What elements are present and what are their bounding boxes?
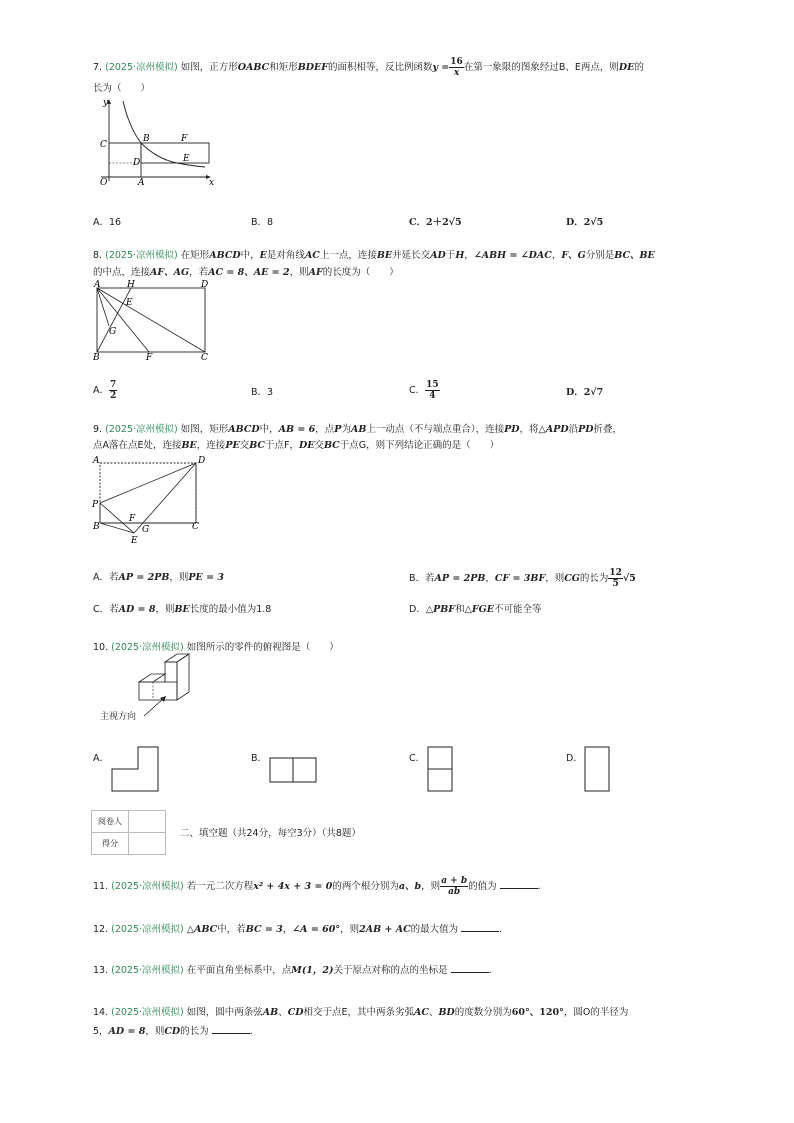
- q12-answer-blank[interactable]: [461, 922, 499, 932]
- q12-math: 2AB + AC: [359, 924, 411, 935]
- q11-frac-num: a + b: [441, 876, 468, 886]
- q9-math: PE = 3: [188, 572, 224, 583]
- q8-text: 的中点，连接: [93, 267, 151, 278]
- q14-text: 的长为: [180, 1026, 209, 1037]
- q11-text: 若一元二次方程: [186, 881, 254, 892]
- q11-text: 的两个根分别为: [332, 881, 399, 892]
- q9-text: 中，: [259, 424, 279, 435]
- q9-label-A: A: [93, 456, 100, 466]
- q8-label-D: D: [201, 280, 209, 290]
- q14-stem-line2: [93, 1024, 259, 1039]
- q14-text: ，则: [145, 1026, 165, 1037]
- q9-text: ，则: [169, 572, 189, 583]
- q9-label-P: P: [92, 500, 99, 510]
- q7-math: y =: [432, 62, 450, 73]
- q11-math: a、b: [398, 881, 422, 892]
- q9-text: 不可能全等: [493, 604, 542, 615]
- q7-option-d[interactable]: D．2√5: [566, 217, 604, 228]
- q8-text: ，若: [189, 267, 209, 278]
- q8-frac-num: 15: [426, 380, 439, 390]
- q9-math: AD = 8: [118, 604, 156, 615]
- grader-cell[interactable]: [129, 811, 166, 833]
- q9-stem-line1: [93, 423, 622, 437]
- q8-frac-den: 2: [110, 391, 117, 401]
- q7-stem-line1: [93, 57, 644, 78]
- q13-text: 在平面直角坐标系中，点: [186, 965, 292, 976]
- q8-text: 在矩形: [180, 250, 210, 261]
- q9-text: 长度的最小值为1.8: [189, 604, 272, 615]
- q13-text: ．: [488, 965, 499, 976]
- q14-math: 60°、120°: [511, 1007, 564, 1018]
- q7-text: 如图，正方形: [180, 62, 238, 73]
- q9-text: B．若: [409, 573, 435, 584]
- q9-label-D: D: [198, 456, 206, 466]
- q9-math: AB: [350, 424, 367, 435]
- q13-stem: [93, 963, 498, 978]
- q8-label-F: F: [146, 353, 153, 362]
- q7-source: (2025·凉州模拟): [105, 62, 178, 73]
- q14-source: (2025·凉州模拟): [111, 1007, 184, 1018]
- q10-option-b-shape[interactable]: [268, 756, 320, 786]
- q9-number: 9.: [93, 424, 103, 435]
- q7-text: 在第一象限的图象经过B、E两点，则: [463, 62, 619, 73]
- q13-math: M(1，2): [291, 965, 334, 976]
- q14-math: CD: [164, 1026, 181, 1037]
- q8-text: 是对角线: [266, 250, 305, 261]
- q11-answer-blank[interactable]: [500, 879, 538, 889]
- q9-math: △FGE: [464, 604, 494, 615]
- q14-text: 5，: [93, 1026, 109, 1037]
- q9-text: ，连接: [196, 440, 226, 451]
- q7-frac-num: 16: [450, 57, 463, 67]
- q9-math: BC: [323, 440, 340, 451]
- q9-text: 如图，矩形: [180, 424, 229, 435]
- q9-text: 于点G，则下列结论正确的是（ ）: [339, 440, 500, 451]
- q9-math: ABCD: [228, 424, 260, 435]
- q9-option-a[interactable]: [93, 570, 224, 586]
- q11-source: (2025·凉州模拟): [111, 881, 184, 892]
- q10-text: 如图所示的零件的俯视图是（ ）: [186, 642, 339, 653]
- q8-text: 于: [445, 250, 456, 261]
- q9-math: CF = 3BF: [494, 573, 546, 584]
- q9-math: DE: [298, 440, 315, 451]
- q8-option-c[interactable]: [409, 380, 440, 401]
- q7-math: BDEF: [297, 62, 328, 73]
- q9-frac-num: 12: [609, 568, 622, 578]
- q9-math: PE: [225, 440, 240, 451]
- q13-answer-blank[interactable]: [451, 963, 489, 973]
- q7-option-b[interactable]: B．8: [251, 217, 274, 228]
- q11-stem: [93, 876, 547, 897]
- q14-text: 的度数分别为: [454, 1007, 512, 1018]
- q9-text: D．: [409, 604, 426, 615]
- q7-option-c[interactable]: C．2＋2√5: [409, 217, 462, 228]
- q8-source: (2025·凉州模拟): [105, 250, 178, 261]
- q8-math: BE: [376, 250, 393, 261]
- q10-number: 10.: [93, 642, 109, 653]
- q9-text: 沿: [568, 424, 579, 435]
- q9-option-b-fraction: [608, 568, 623, 589]
- q14-math: AC: [414, 1007, 429, 1018]
- q8-text: 的长度为（ ）: [322, 267, 399, 278]
- q13-number: 13.: [93, 965, 109, 976]
- q8-label-C: C: [201, 353, 208, 362]
- q8-math: ∠ABH = ∠DAC: [473, 250, 552, 261]
- q11-number: 11.: [93, 881, 109, 892]
- q9-figure: [90, 453, 208, 545]
- q8-label-B: B: [93, 353, 100, 362]
- grader-score-table: [91, 810, 166, 855]
- q9-text: ，则: [545, 573, 565, 584]
- q13-source: (2025·凉州模拟): [111, 965, 184, 976]
- q12-stem: [93, 922, 509, 937]
- q9-text: A．若: [93, 572, 119, 583]
- q9-math: AP = 2PB: [118, 572, 170, 583]
- q14-number: 14.: [93, 1007, 109, 1018]
- q8-option-a-fraction: [109, 380, 117, 401]
- q14-text: 相交于点E，其中两条劣弧: [303, 1007, 415, 1018]
- q8-frac-den: 4: [429, 391, 436, 401]
- q8-frac-num: 7: [110, 380, 117, 390]
- q14-text: ，圆O的半径为: [563, 1007, 629, 1018]
- q10-option-b-label[interactable]: B．: [251, 753, 268, 764]
- q9-math: BE: [181, 440, 197, 451]
- q11-frac-den: ab: [448, 887, 461, 897]
- q14-stem-line1: [93, 1006, 628, 1020]
- q7-label-x: x: [209, 178, 215, 188]
- q11-math: x² + 4x + 3 = 0: [253, 881, 333, 892]
- q8-math: AF: [308, 267, 323, 278]
- q12-math: ∠A = 60°: [292, 924, 341, 935]
- q8-math: AC = 8、AE = 2: [208, 267, 290, 278]
- q9-math: AB = 6: [278, 424, 316, 435]
- q9-label-C: C: [192, 522, 199, 532]
- q8-text: ，: [551, 250, 562, 261]
- q10-option-d-shape[interactable]: [583, 745, 613, 795]
- q9-stem-line2: [93, 439, 499, 453]
- q11-text: ．: [537, 881, 548, 892]
- q7-label-D: D: [133, 158, 141, 168]
- q8-math: E: [259, 250, 267, 261]
- q12-text: ，: [282, 924, 293, 935]
- q8-math: ABCD: [209, 250, 241, 261]
- view-direction-arrow: [140, 694, 170, 718]
- q9-option-c[interactable]: [93, 602, 271, 618]
- q9-text: 为: [341, 424, 351, 435]
- q9-option-b[interactable]: [409, 568, 636, 589]
- q14-text: ．: [249, 1026, 260, 1037]
- q8-number: 8.: [93, 250, 103, 261]
- q11-text: 的值为: [468, 881, 497, 892]
- q8-option-c-fraction: [425, 380, 440, 401]
- q8-text: 中，: [240, 250, 260, 261]
- q7-label-B: B: [143, 134, 150, 144]
- q12-text: ，则: [340, 924, 360, 935]
- q8-text: 分别是: [585, 250, 615, 261]
- q10-option-c-shape[interactable]: [426, 745, 456, 795]
- q10-source: (2025·凉州模拟): [111, 642, 184, 653]
- q9-text: ，将: [519, 424, 539, 435]
- q7-fraction: [449, 57, 464, 78]
- q14-math: AB: [262, 1007, 279, 1018]
- q11-text: ，则: [421, 881, 441, 892]
- q8-figure: [91, 278, 217, 362]
- q8-math: H: [455, 250, 465, 261]
- q8-math: AC: [304, 250, 320, 261]
- q9-text: C．若: [93, 604, 119, 615]
- q9-label-E: E: [131, 536, 138, 545]
- q8-text: 上一点，连接: [319, 250, 377, 261]
- q9-math: BC: [249, 440, 265, 451]
- q8-math: AF、AG: [150, 267, 190, 278]
- q10-view-label: 主视方向: [100, 712, 137, 722]
- q8-label-H: H: [127, 280, 135, 290]
- q8-label-A: A: [94, 280, 101, 290]
- q14-text: 、: [278, 1007, 288, 1018]
- q7-number: 7.: [93, 62, 103, 73]
- q8-math: BC、BE: [614, 250, 655, 261]
- q9-math: P: [334, 424, 342, 435]
- q12-text: 中，若: [217, 924, 246, 935]
- q14-math: CD: [287, 1007, 304, 1018]
- q9-math: PD: [504, 424, 520, 435]
- q7-text: 的: [634, 62, 644, 73]
- q8-math: F、G: [561, 250, 586, 261]
- q8-option-c-label: C．: [409, 385, 426, 396]
- q8-text: ，: [464, 250, 474, 261]
- q8-option-b[interactable]: B．3: [251, 387, 274, 398]
- q12-text: ．: [499, 924, 509, 935]
- q14-math: AD = 8: [108, 1026, 146, 1037]
- q8-option-a[interactable]: [93, 380, 117, 401]
- q9-label-F: F: [129, 514, 136, 524]
- q12-math: BC = 3: [245, 924, 283, 935]
- q7-label-O: O: [100, 178, 108, 188]
- q7-label-y: y: [103, 98, 109, 108]
- section-title: 二、填空题（共24分，每空3分）（共8题）: [180, 828, 361, 839]
- q7-frac-den: x: [453, 68, 460, 78]
- q9-math: √5: [622, 573, 636, 584]
- q7-text: 和矩形: [269, 62, 298, 73]
- q8-option-a-label: A．: [93, 385, 109, 396]
- q7-stem-line2: 长为（ ）: [93, 83, 151, 94]
- q14-answer-blank[interactable]: [212, 1024, 250, 1034]
- grader-label: 阅卷人: [92, 811, 129, 833]
- q8-label-E: E: [126, 298, 133, 308]
- q9-math: △APD: [538, 424, 569, 435]
- q7-text: 的面积相等，反比例函数: [327, 62, 433, 73]
- q9-frac-den: 5: [612, 579, 619, 589]
- q9-text: 上一动点（不与端点重合），连接: [366, 424, 505, 435]
- q9-math: △PBF: [425, 604, 456, 615]
- q12-source: (2025·凉州模拟): [111, 924, 184, 935]
- q7-label-E: E: [183, 154, 190, 164]
- q8-text: 并延长交: [392, 250, 431, 261]
- q8-math: AD: [430, 250, 446, 261]
- q9-math: BE: [174, 604, 190, 615]
- q8-text: ，则: [289, 267, 309, 278]
- q10-stem: [93, 641, 339, 655]
- q10-option-c-label[interactable]: C．: [409, 753, 426, 764]
- q9-label-G: G: [142, 525, 150, 535]
- q9-text: 交: [239, 440, 250, 451]
- q9-text: 的长为: [579, 573, 609, 584]
- q10-option-a-shape[interactable]: [110, 745, 162, 795]
- q13-text: 关于原点对称的点的坐标是: [333, 965, 448, 976]
- q14-text: 如图，圆中两条弦: [186, 1007, 263, 1018]
- q9-text: 折叠，: [593, 424, 623, 435]
- q7-math: DE: [618, 62, 635, 73]
- q9-math: AP = 2PB: [434, 573, 486, 584]
- q14-math: BD: [438, 1007, 455, 1018]
- q9-math: PD: [578, 424, 594, 435]
- q11-fraction: [440, 876, 468, 897]
- q7-figure: [97, 97, 215, 189]
- q7-math: OABC: [237, 62, 270, 73]
- q9-text: ，: [485, 573, 495, 584]
- q14-text: 、: [428, 1007, 439, 1018]
- q7-option-a[interactable]: A．16: [93, 217, 122, 228]
- q7-label-F: F: [181, 134, 188, 144]
- q9-text: 于点F，: [265, 440, 299, 451]
- score-cell[interactable]: [129, 833, 166, 855]
- q9-text: 点A落在点E处，连接: [93, 440, 182, 451]
- q8-label-G: G: [109, 327, 117, 337]
- score-label: 得分: [92, 833, 129, 855]
- q12-text: 的最大值为: [410, 924, 459, 935]
- q9-source: (2025·凉州模拟): [105, 424, 178, 435]
- q9-option-d[interactable]: [409, 602, 542, 618]
- q12-number: 12.: [93, 924, 109, 935]
- q9-text: ，点: [315, 424, 335, 435]
- q7-label-C: C: [100, 140, 107, 150]
- q12-math: △ABC: [186, 924, 218, 935]
- q9-text: 和: [455, 604, 465, 615]
- q10-option-a-label[interactable]: A．: [93, 753, 109, 764]
- q9-text: 交: [314, 440, 324, 451]
- q9-math: CG: [564, 573, 580, 584]
- q8-stem-line1: [93, 249, 655, 263]
- q9-label-B: B: [93, 522, 100, 532]
- q9-text: ，则: [155, 604, 175, 615]
- q7-label-A: A: [138, 178, 145, 188]
- q10-option-d-label[interactable]: D．: [566, 753, 583, 764]
- q8-option-d[interactable]: D．2√7: [566, 387, 604, 398]
